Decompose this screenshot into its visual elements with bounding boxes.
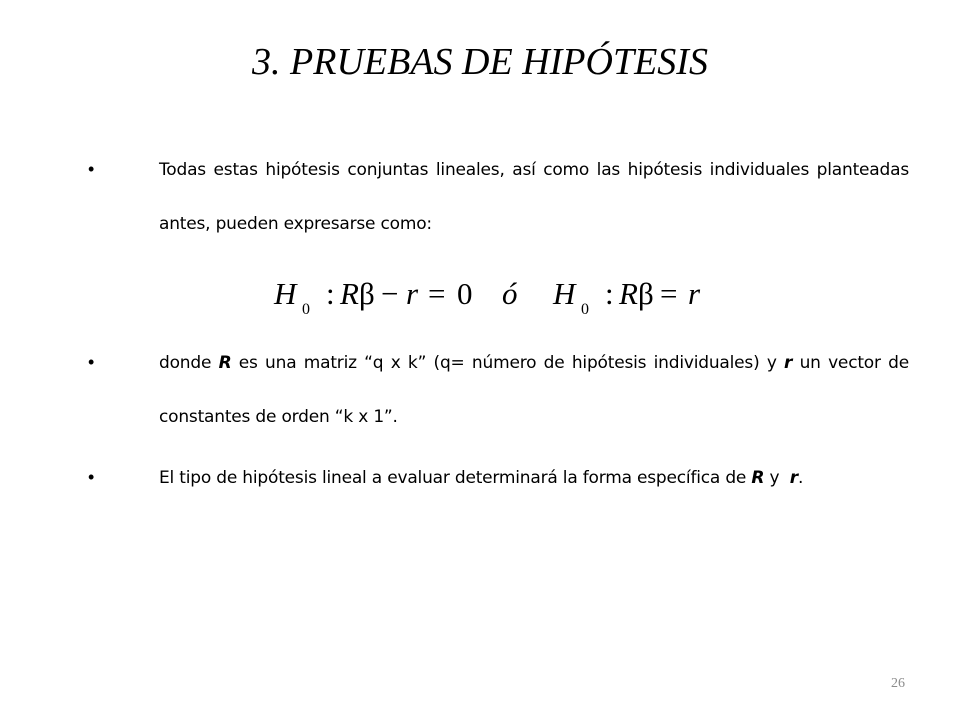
eq-colon-left: : <box>326 276 335 311</box>
page-number: 26 <box>891 676 905 691</box>
bullet-text-part: donde <box>159 353 219 373</box>
eq-sub-right: 0 <box>581 301 589 318</box>
eq-h-right: H <box>553 276 576 311</box>
eq-colon-right: : <box>605 276 614 311</box>
eq-r-vector-left: r <box>406 276 419 311</box>
eq-equals-left: = <box>428 276 446 311</box>
vector-r-emphasis: r <box>789 468 798 488</box>
bullet-text-part: un vector de constantes de orden “k x 1”. <box>159 353 909 427</box>
eq-beta-left: β <box>359 276 375 311</box>
bullet-text-part: . <box>797 468 804 488</box>
bullet-text-part: El tipo de hipótesis lineal a evaluar determinará la forma específica de <box>159 468 752 488</box>
bullet-text <box>159 336 909 444</box>
bullet-text-part: y <box>764 468 790 488</box>
matrix-r-emphasis: R <box>218 353 232 373</box>
eq-minus: − <box>381 276 399 311</box>
eq-equals-right: = <box>660 276 678 311</box>
eq-zero: 0 <box>457 276 473 311</box>
bullet-marker: • <box>88 467 95 487</box>
matrix-r-emphasis: R <box>751 468 765 488</box>
bullet-text <box>159 451 909 505</box>
eq-r-vector-right: r <box>688 276 701 311</box>
eq-r-matrix-left: R <box>340 276 359 311</box>
bullet-marker: • <box>88 159 95 179</box>
eq-beta-right: β <box>638 276 654 311</box>
eq-r-matrix-right: R <box>619 276 638 311</box>
eq-sub-left: 0 <box>302 301 310 318</box>
eq-h-left: H <box>274 276 297 311</box>
slide-title: 3. PRUEBAS DE HIPÓTESIS <box>252 41 708 83</box>
bullet-text-part: es una matriz “q x k” (q= número de hipótesis individuales) y <box>231 353 785 373</box>
bullet-marker: • <box>88 352 95 372</box>
bullet-text: Todas estas hipótesis conjuntas lineales, así como las hipótesis individuales planteadas antes, pueden expresarse como: <box>159 160 909 234</box>
vector-r-emphasis: r <box>784 353 793 373</box>
hypothesis-equation <box>270 268 710 328</box>
eq-connector: ó <box>502 276 518 311</box>
